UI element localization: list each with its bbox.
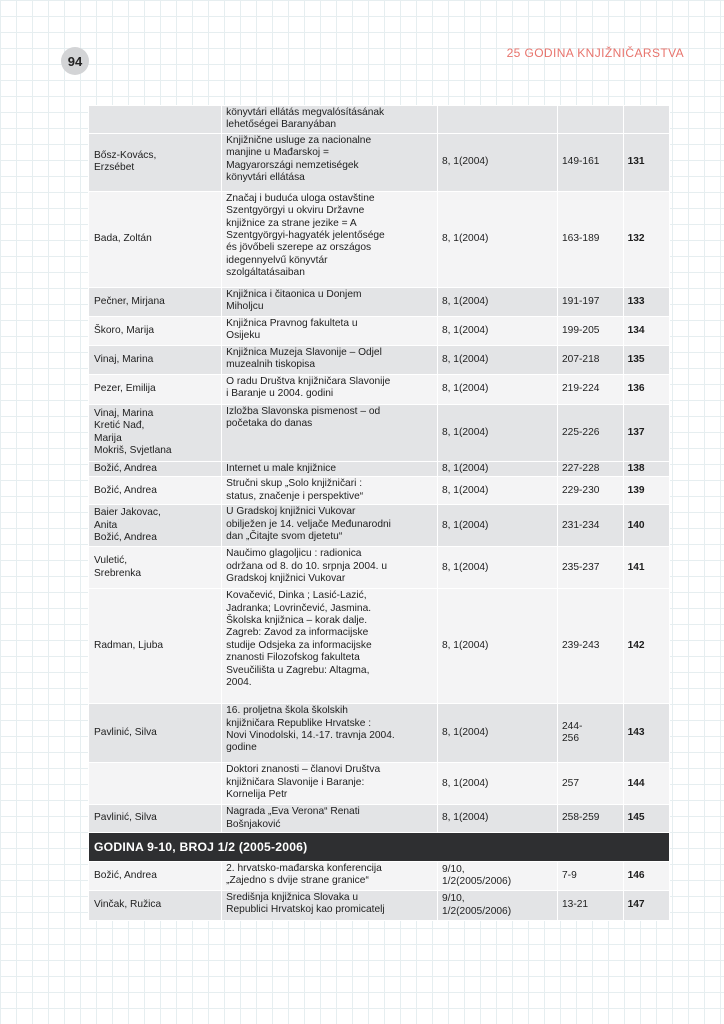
table-row (89, 763, 670, 805)
issue-cell (437, 316, 557, 345)
cell-text-line: dan „Čitajte svom djetetu“ (226, 531, 343, 543)
table-row (89, 133, 670, 191)
cell-text-line: Naučimo glagoljicu : radionica (226, 548, 362, 560)
cell-text-line: Osijeku (226, 330, 261, 342)
pages-cell (558, 316, 624, 345)
pages-cell (558, 133, 624, 191)
cell-text-line: Božić, Andrea (94, 869, 157, 881)
issue-cell (437, 805, 557, 833)
entry-number-cell: 136 (623, 374, 669, 404)
cell-text-line: 235-237 (562, 561, 600, 573)
cell-text-line: Baier Jakovac, (94, 507, 161, 519)
page-number: 94 (67, 53, 83, 69)
cell-text-line: godine (226, 742, 257, 754)
title-cell (222, 404, 438, 461)
author-cell (89, 461, 222, 476)
table-row (89, 191, 670, 287)
cell-text-line: Izložba Slavonska pismenost – od (226, 405, 381, 417)
entry-number-cell: 141 (623, 547, 669, 589)
bibliography-table-wrapper (88, 105, 670, 921)
issue-cell (437, 461, 557, 476)
table-row (89, 547, 670, 589)
author-cell (89, 547, 222, 589)
cell-text-line: 2. hrvatsko-mađarska konferencija (226, 863, 382, 875)
entry-number-cell: 134 (623, 316, 669, 345)
cell-text-line: početaka do danas (226, 418, 313, 430)
cell-text-line: Kornelija Petr (226, 789, 288, 801)
entry-number-cell: 137 (623, 404, 669, 461)
table-row (89, 704, 670, 763)
issue-cell (437, 106, 557, 134)
cell-text-line: studije Odsjeka za informacijske (226, 639, 372, 651)
cell-text-line: manjine u Mađarskoj = (226, 147, 329, 159)
entry-number-cell: 143 (623, 704, 669, 763)
pages-cell (558, 763, 624, 805)
table-row (89, 461, 670, 476)
author-cell (89, 589, 222, 704)
cell-text-line: Internet u male knjižnice (226, 462, 336, 474)
cell-text-line: Vinaj, Marina (94, 353, 154, 365)
cell-text-line: Značaj i buduća uloga ostavštine (226, 192, 375, 204)
table-row (89, 891, 670, 921)
cell-text-line: 229-230 (562, 484, 600, 496)
cell-text-line: Pečner, Mirjana (94, 295, 165, 307)
author-cell (89, 404, 222, 461)
cell-text-line: 191-197 (562, 295, 600, 307)
cell-text-line: „Zajedno s dvije strane granice“ (226, 875, 369, 887)
cell-text-line: Škoro, Marija (94, 324, 155, 336)
entry-number-cell (623, 106, 669, 134)
cell-text-line: és jövőbeli szerepe az országos (226, 242, 372, 254)
title-cell (222, 547, 438, 589)
cell-text-line: 1/2(2005/2006) (441, 876, 512, 888)
cell-text-line: 13-21 (562, 899, 589, 911)
title-cell (222, 805, 438, 833)
cell-text-line: könyvtári ellátás megvalósításának (226, 107, 385, 118)
issue-cell (437, 133, 557, 191)
cell-text-line: 8, 1(2004) (441, 777, 489, 789)
cell-text-line: Pavlinić, Silva (94, 727, 157, 739)
title-cell (222, 704, 438, 763)
cell-text-line: Božić, Andrea (94, 484, 157, 496)
cell-text-line: Bősz-Kovács, (94, 149, 157, 161)
cell-text-line: Kretić Nađ, (94, 420, 145, 432)
title-cell (222, 505, 438, 547)
cell-text-line: Zagreb: Zavod za informacijske (226, 627, 369, 639)
pages-cell (558, 461, 624, 476)
cell-text-line: Sveučilišta u Zagrebu: Altagma, (226, 664, 370, 676)
entry-number-cell: 135 (623, 345, 669, 374)
issue-cell (437, 589, 557, 704)
cell-text-line: Radman, Ljuba (94, 640, 164, 652)
author-cell (89, 345, 222, 374)
cell-text-line: Republici Hrvatskoj kao promicatelj (226, 904, 385, 916)
cell-text-line: 239-243 (562, 640, 600, 652)
pages-cell (558, 374, 624, 404)
bibliography-table (88, 105, 670, 921)
cell-text-line: 231-234 (562, 519, 600, 531)
cell-text-line: 8, 1(2004) (441, 383, 489, 395)
pages-cell (558, 704, 624, 763)
cell-text-line: Novi Vinodolski, 14.-17. travnja 2004. (226, 730, 395, 742)
table-row (89, 505, 670, 547)
cell-text-line: 244- (562, 720, 583, 732)
cell-text-line: i Baranje u 2004. godini (226, 388, 334, 400)
table-row (89, 404, 670, 461)
pages-cell (558, 345, 624, 374)
page-number-badge (61, 47, 89, 75)
cell-text-line: Srebrenka (94, 567, 142, 579)
table-section-header (89, 833, 670, 862)
cell-text-line: znanosti Filozofskog fakulteta (226, 652, 360, 664)
cell-text-line: Vinčak, Ružica (94, 899, 162, 911)
cell-text-line: 8, 1(2004) (441, 156, 489, 168)
cell-text-line: Nagrada „Eva Verona“ Renati (226, 806, 360, 818)
cell-text-line: 8, 1(2004) (441, 426, 489, 438)
pages-cell (558, 547, 624, 589)
cell-text-line: 8, 1(2004) (441, 812, 489, 824)
cell-text-line: 8, 1(2004) (441, 561, 489, 573)
cell-text-line: Szentgyörgyi u okviru Državne (226, 205, 365, 217)
cell-text-line: Knjižnične usluge za nacionalne (226, 134, 372, 146)
cell-text-line: knjižnice za strane jezike = A (226, 217, 357, 229)
cell-text-line: 8, 1(2004) (441, 324, 489, 336)
cell-text-line: Božić, Andrea (94, 531, 157, 543)
cell-text-line: Knjižnica i čitaonica u Donjem (226, 288, 362, 300)
cell-text-line: knjižničara Slavonije i Baranje: (226, 776, 365, 788)
author-cell (89, 374, 222, 404)
cell-text-line: Gradskoj knjižnici Vukovar (226, 573, 346, 585)
issue-cell (437, 505, 557, 547)
cell-text-line: 163-189 (562, 233, 600, 245)
issue-cell (437, 345, 557, 374)
cell-text-line: Magyarországi nemzetiségek (226, 159, 359, 171)
cell-text-line: 8, 1(2004) (441, 233, 489, 245)
table-row (89, 589, 670, 704)
cell-text-line: održana od 8. do 10. srpnja 2004. u (226, 560, 387, 572)
title-cell (222, 374, 438, 404)
entry-number-cell: 146 (623, 862, 669, 891)
cell-text-line: 199-205 (562, 324, 600, 336)
table-row (89, 805, 670, 833)
cell-text-line: Doktori znanosti – članovi Društva (226, 764, 381, 776)
author-cell (89, 133, 222, 191)
cell-text-line: szolgáltatásaiban (226, 267, 305, 279)
author-cell (89, 287, 222, 316)
issue-cell (437, 287, 557, 316)
author-cell (89, 862, 222, 891)
cell-text-line: Marija (94, 432, 122, 444)
cell-text-line: idegennyelvű könyvtár (226, 254, 328, 266)
pages-cell (558, 191, 624, 287)
cell-text-line: Anita (94, 519, 118, 531)
title-cell (222, 763, 438, 805)
cell-text-line: 8, 1(2004) (441, 484, 489, 496)
issue-cell (437, 191, 557, 287)
table-body-2005-2006 (89, 862, 670, 921)
author-cell (89, 505, 222, 547)
cell-text-line: 2004. (226, 677, 252, 689)
issue-cell (437, 891, 557, 921)
cell-text-line: Kovačević, Dinka ; Lasić-Lazić, (226, 590, 367, 602)
cell-text-line: 219-224 (562, 383, 600, 395)
issue-cell (437, 862, 557, 891)
cell-text-line: Središnja knjižnica Slovaka u (226, 892, 359, 904)
author-cell (89, 106, 222, 134)
cell-text-line: 8, 1(2004) (441, 640, 489, 652)
author-cell (89, 316, 222, 345)
title-cell (222, 461, 438, 476)
cell-text-line: lehetőségei Baranyában (226, 119, 337, 131)
cell-text-line: Miholjcu (226, 301, 264, 313)
cell-text-line: Božić, Andrea (94, 462, 157, 474)
title-cell (222, 106, 438, 134)
entry-number-cell: 142 (623, 589, 669, 704)
issue-cell (437, 547, 557, 589)
cell-text-line: Knjižnica Muzeja Slavonije – Odjel (226, 346, 382, 358)
table-row (89, 862, 670, 891)
pages-cell (558, 862, 624, 891)
title-cell (222, 287, 438, 316)
pages-cell (558, 404, 624, 461)
title-cell (222, 133, 438, 191)
cell-text-line: Pezer, Emilija (94, 383, 156, 395)
cell-text-line: 8, 1(2004) (441, 295, 489, 307)
cell-text-line: 8, 1(2004) (441, 519, 489, 531)
author-cell (89, 191, 222, 287)
cell-text-line: Bošnjaković (226, 818, 281, 830)
cell-text-line: 1/2(2005/2006) (441, 905, 512, 917)
title-cell (222, 891, 438, 921)
cell-text-line: Stručni skup „Solo knjižničari : (226, 478, 363, 490)
table-row (89, 345, 670, 374)
pages-cell (558, 589, 624, 704)
issue-cell (437, 704, 557, 763)
cell-text-line: Erzsébet (94, 162, 135, 174)
title-cell (222, 589, 438, 704)
table-row (89, 106, 670, 134)
cell-text-line: 207-218 (562, 353, 600, 365)
cell-text-line: Jadranka; Lovrinčević, Jasmina. (226, 602, 372, 614)
entry-number-cell: 133 (623, 287, 669, 316)
pages-cell (558, 106, 624, 134)
running-title: 25 GODINA KNJIŽNIČARSTVA (506, 46, 684, 60)
table-row (89, 316, 670, 345)
cell-text-line: knjižničara Republike Hrvatske : (226, 717, 372, 729)
entry-number-cell: 144 (623, 763, 669, 805)
entry-number-cell: 132 (623, 191, 669, 287)
author-cell (89, 805, 222, 833)
cell-text-line: 227-228 (562, 462, 600, 474)
cell-text-line: 258-259 (562, 812, 600, 824)
cell-text-line: könyvtári ellátása (226, 172, 305, 184)
entry-number-cell: 139 (623, 477, 669, 505)
pages-cell (558, 505, 624, 547)
cell-text-line: U Gradskoj knjižnici Vukovar (226, 506, 356, 518)
pages-cell (558, 287, 624, 316)
section-heading-row (89, 833, 670, 862)
issue-cell (437, 374, 557, 404)
cell-text-line: Školska knjižnica – korak dalje. (226, 615, 368, 627)
pages-cell (558, 891, 624, 921)
entry-number-cell: 147 (623, 891, 669, 921)
issue-cell (437, 763, 557, 805)
section-heading: GODINA 9-10, BROJ 1/2 (2005-2006) (89, 833, 670, 862)
entry-number-cell: 145 (623, 805, 669, 833)
cell-text-line: 7-9 (562, 869, 577, 881)
cell-text-line: obilježen je 14. veljače Međunarodni (226, 518, 391, 530)
title-cell (222, 477, 438, 505)
table-row (89, 374, 670, 404)
cell-text-line: status, značenje i perspektive“ (226, 490, 364, 502)
entry-number-cell: 131 (623, 133, 669, 191)
cell-text-line: O radu Društva knjižničara Slavonije (226, 375, 391, 387)
title-cell (222, 316, 438, 345)
table-row (89, 477, 670, 505)
cell-text-line: Szentgyörgyi-hagyaték jelentősége (226, 230, 385, 242)
cell-text-line: 256 (562, 733, 580, 745)
cell-text-line: Vinaj, Marina (94, 408, 154, 419)
title-cell (222, 191, 438, 287)
author-cell (89, 763, 222, 805)
author-cell (89, 891, 222, 921)
cell-text-line: Mokriš, Svjetlana (94, 445, 172, 457)
pages-cell (558, 477, 624, 505)
pages-cell (558, 805, 624, 833)
table-row (89, 287, 670, 316)
entry-number-cell: 140 (623, 505, 669, 547)
entry-number-cell: 138 (623, 461, 669, 476)
cell-text-line: 149-161 (562, 156, 600, 168)
issue-cell (437, 477, 557, 505)
title-cell (222, 345, 438, 374)
cell-text-line: Vuletić, (94, 555, 128, 567)
author-cell (89, 704, 222, 763)
cell-text-line: 9/10, (441, 893, 465, 905)
cell-text-line: 9/10, (441, 863, 465, 875)
cell-text-line: Knjižnica Pravnog fakulteta u (226, 317, 358, 329)
title-cell (222, 862, 438, 891)
cell-text-line: 8, 1(2004) (441, 727, 489, 739)
cell-text-line: 8, 1(2004) (441, 462, 489, 474)
cell-text-line: 257 (562, 777, 580, 789)
table-body-2004 (89, 106, 670, 833)
author-cell (89, 477, 222, 505)
cell-text-line: 16. proljetna škola školskih (226, 705, 348, 717)
issue-cell (437, 404, 557, 461)
cell-text-line: muzealnih tiskopisa (226, 359, 316, 371)
cell-text-line: 8, 1(2004) (441, 353, 489, 365)
cell-text-line: 225-226 (562, 426, 600, 438)
cell-text-line: Pavlinić, Silva (94, 812, 157, 824)
cell-text-line: Bada, Zoltán (94, 233, 152, 245)
